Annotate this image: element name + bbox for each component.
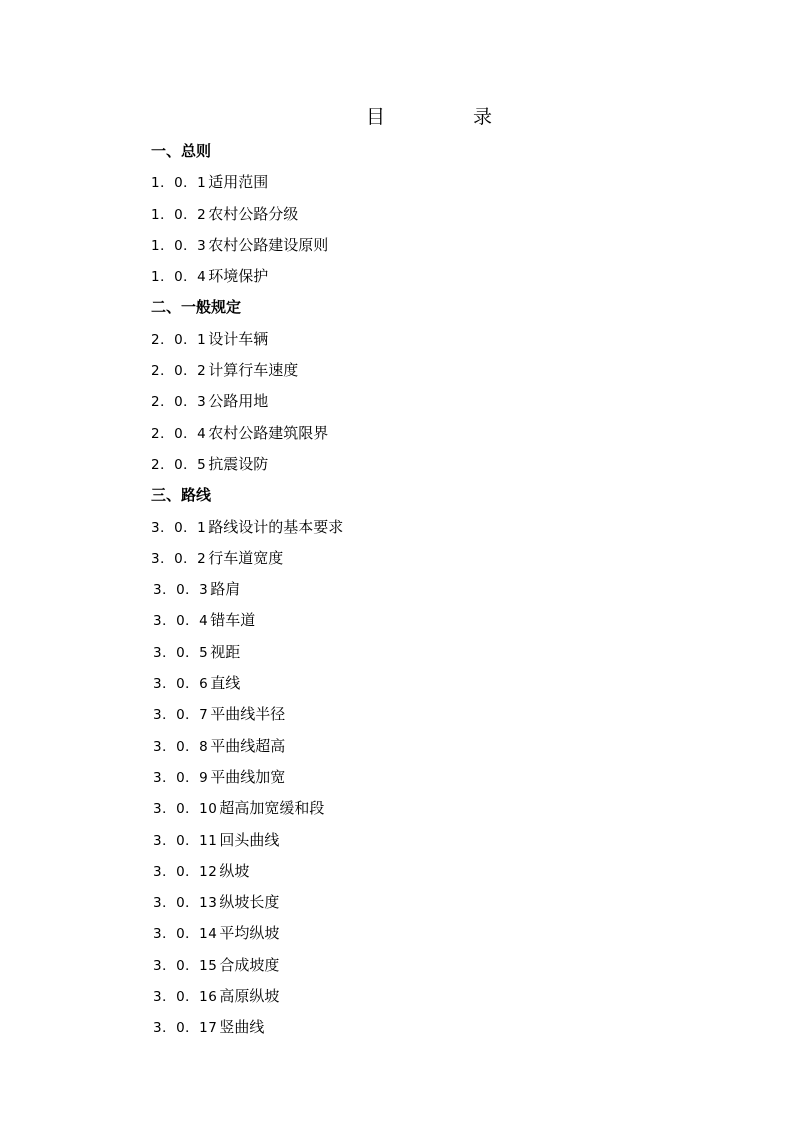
- toc-entry: [151, 261, 711, 292]
- toc-entry-label: 回头曲线: [219, 830, 280, 849]
- toc-section-heading: 二、一般规定: [151, 298, 242, 317]
- toc-entry-label: 高原纵坡: [219, 987, 280, 1006]
- toc-entry-number: 3．0．4: [153, 613, 209, 630]
- toc-entry: [151, 637, 711, 668]
- toc-entry: [151, 668, 711, 699]
- toc-entry-label: 平曲线超高: [210, 736, 286, 755]
- toc-entry-number: 3．0．6: [153, 676, 209, 693]
- toc-entry-number: 3．0．15: [153, 957, 218, 974]
- toc-entry-label: 农村公路建设原则: [208, 235, 329, 254]
- toc-section-heading: 三、路线: [151, 486, 212, 505]
- toc-entry-number: 1．0．1: [151, 175, 207, 192]
- toc-entry: [151, 793, 711, 824]
- toc-entry: [151, 230, 711, 261]
- toc-entry: [151, 605, 711, 636]
- toc-entry-number: 3．0．2: [151, 550, 207, 567]
- toc-entry-label: 直线: [210, 674, 241, 693]
- toc-entry: [151, 324, 711, 355]
- toc-entry-number: 2．0．5: [151, 456, 207, 473]
- toc-entry-label: 视距: [210, 642, 241, 661]
- toc-entry-label: 平曲线半径: [210, 705, 286, 724]
- toc-entry-label: 平均纵坡: [219, 924, 280, 943]
- toc-entry-label: 超高加宽缓和段: [219, 799, 325, 818]
- toc-entry: [151, 418, 711, 449]
- toc-entry: [151, 512, 711, 543]
- toc-entry: [151, 887, 711, 918]
- toc-entry-number: 3．0．10: [153, 801, 218, 818]
- toc-title-char-2: 录: [473, 106, 493, 128]
- toc-entry-label: 路肩: [210, 580, 241, 599]
- toc-list: [151, 136, 711, 1044]
- toc-entry: [151, 167, 711, 198]
- toc-entry: [151, 449, 711, 480]
- toc-entry-label: 农村公路建筑限界: [208, 423, 329, 442]
- toc-entry-number: 3．0．14: [153, 926, 218, 943]
- toc-entry: [151, 918, 711, 949]
- toc-entry: [151, 762, 711, 793]
- toc-entry-number: 3．0．16: [153, 989, 218, 1006]
- toc-entry-number: 3．0．12: [153, 863, 218, 880]
- toc-entry-number: 1．0．2: [151, 206, 207, 223]
- toc-entry-number: 1．0．4: [151, 269, 207, 286]
- toc-entry-number: 2．0．2: [151, 363, 207, 380]
- toc-entry-label: 平曲线加宽: [210, 767, 286, 786]
- toc-entry-label: 纵坡长度: [219, 893, 280, 912]
- toc-entry-number: 2．0．3: [151, 394, 207, 411]
- toc-entry-label: 错车道: [210, 611, 256, 630]
- toc-entry: [151, 386, 711, 417]
- toc-entry-label: 合成坡度: [219, 955, 280, 974]
- toc-entry-number: 2．0．1: [151, 331, 207, 348]
- toc-entry: [151, 981, 711, 1012]
- toc-entry: [151, 699, 711, 730]
- toc-entry-number: 1．0．3: [151, 237, 207, 254]
- toc-entry-label: 计算行车速度: [208, 361, 299, 380]
- toc-entry: [151, 856, 711, 887]
- toc-entry-label: 路线设计的基本要求: [208, 517, 344, 536]
- toc-entry: [151, 199, 711, 230]
- toc-entry-number: 3．0．7: [153, 707, 209, 724]
- toc-entry: [151, 543, 711, 574]
- toc-entry-label: 设计车辆: [208, 329, 269, 348]
- toc-entry-label: 公路用地: [208, 392, 269, 411]
- toc-entry-number: 3．0．13: [153, 895, 218, 912]
- toc-entry-number: 3．0．11: [153, 832, 218, 849]
- toc-entry-label: 适用范围: [208, 173, 269, 192]
- toc-entry: [151, 731, 711, 762]
- toc-entry-label: 抗震设防: [208, 454, 269, 473]
- toc-title: [0, 104, 794, 130]
- toc-entry-number: 3．0．1: [151, 519, 207, 536]
- toc-section-heading: 一、总则: [151, 142, 212, 160]
- toc-entry: [151, 950, 711, 981]
- toc-entry-label: 行车道宽度: [208, 548, 284, 567]
- toc-entry: [151, 1012, 711, 1043]
- toc-title-char-1: 目: [366, 106, 386, 128]
- toc-entry-label: 竖曲线: [219, 1018, 265, 1037]
- toc-entry-number: 3．0．8: [153, 738, 209, 755]
- toc-entry-number: 3．0．3: [153, 582, 209, 599]
- toc-entry: [151, 825, 711, 856]
- toc-entry: [151, 574, 711, 605]
- toc-entry-label: 纵坡: [219, 861, 250, 880]
- toc-entry-number: 3．0．17: [153, 1020, 218, 1037]
- toc-entry-label: 环境保护: [208, 267, 269, 286]
- toc-entry-number: 3．0．9: [153, 769, 209, 786]
- toc-entry-number: 3．0．5: [153, 644, 209, 661]
- toc-entry-number: 2．0．4: [151, 425, 207, 442]
- toc-entry: [151, 355, 711, 386]
- toc-entry-label: 农村公路分级: [208, 204, 299, 223]
